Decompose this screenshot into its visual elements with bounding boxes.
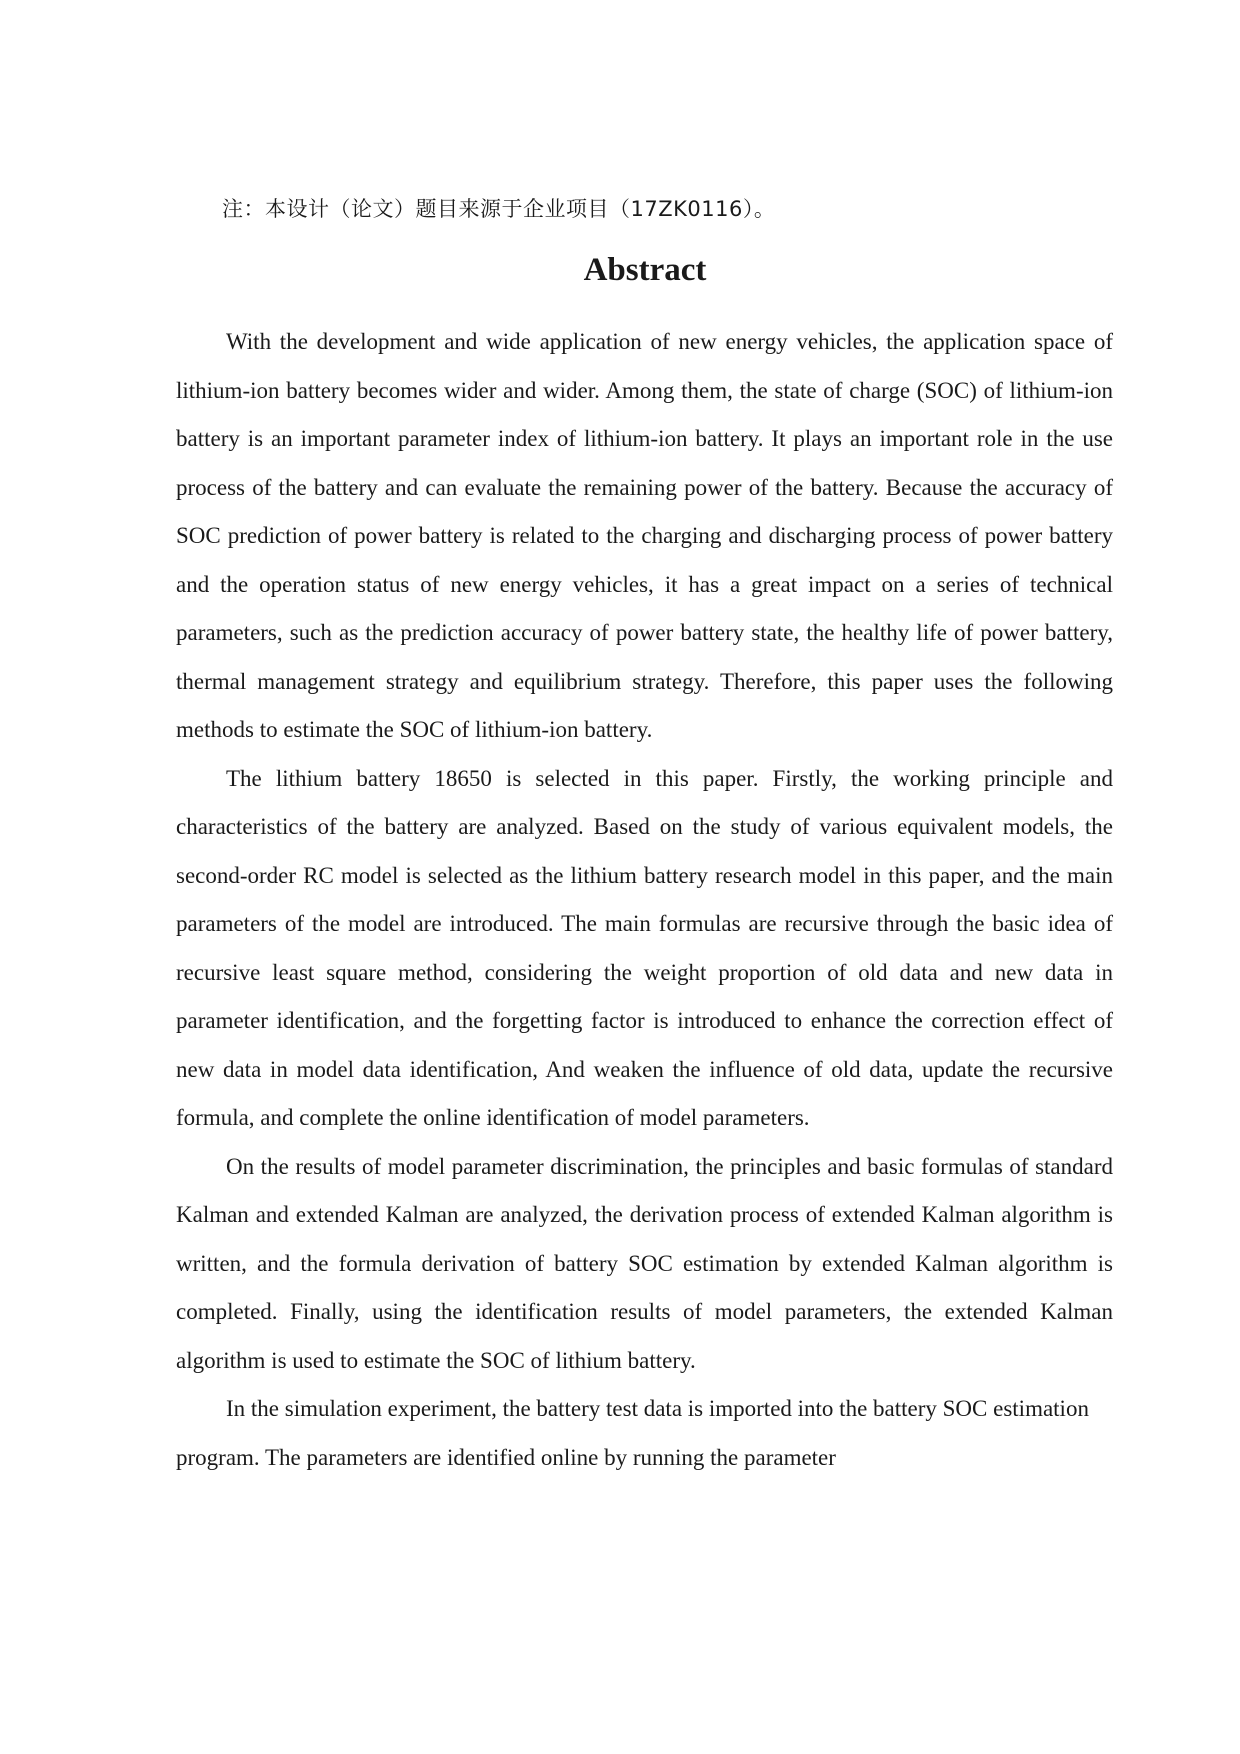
abstract-paragraph-3: On the results of model parameter discrimination, the principles and basic formulas of standard Kalman and extended Kalman are analyzed, the derivation process of extended Kalman algorithm is written, and the formula derivation of battery SOC estimation by extended Kalman algorithm is completed. Finally, using the identification results of model parameters, the extended Kalman algorithm is used to estimate the SOC of lithium battery. xyxy=(176,1153,1113,1373)
abstract-title: Abstract xyxy=(583,252,707,288)
abstract-paragraph-2: The lithium battery 18650 is selected in this paper. Firstly, the working principle and characteristics of the battery are analyzed. Based on the study of various equivalent models, the second-order RC model is selected as the lithium battery research model in this paper, and the main parameters of the model are introduced. The main formulas are recursive through the basic idea of recursive least square method, considering the weight proportion of old data and new data in parameter identification, and the forgetting factor is introduced to enhance the correction effect of new data in model data identification, And weaken the influence of old data, update the recursive formula, and complete the online identification of model parameters. xyxy=(176,765,1113,1130)
project-source-note: 注：本设计（论文）题目来源于企业项目（17ZK0116）。 xyxy=(222,197,776,221)
abstract-paragraph-1: With the development and wide application of new energy vehicles, the application space of lithium-ion battery becomes wider and wider. Among them, the state of charge (SOC) of lithium-ion battery is an important parameter index of lithium-ion battery. It plays an important role in the use process of the battery and can evaluate the remaining power of the battery. Because the accuracy of SOC prediction of power battery is related to the charging and discharging process of power battery and the operation status of new energy vehicles, it has a great impact on a series of technical parameters, such as the prediction accuracy of power battery state, the healthy life of power battery, thermal management strategy and equilibrium strategy. Therefore, this paper uses the following methods to estimate the SOC of lithium-ion battery. xyxy=(176,329,1113,742)
abstract-body xyxy=(176,318,1113,1482)
abstract-paragraph-4: In the simulation experiment, the battery test data is imported into the battery SOC estimation program. The parameters are identified online by running the parameter xyxy=(176,1396,1089,1470)
